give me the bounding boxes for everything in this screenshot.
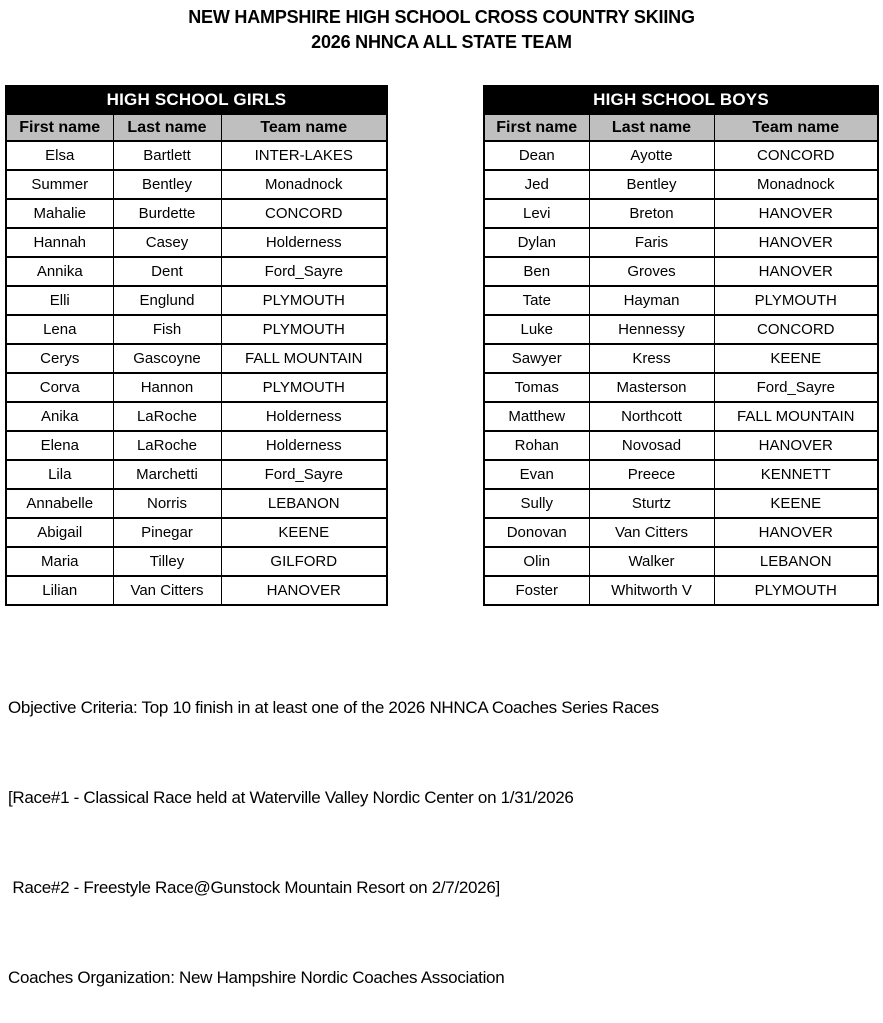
footer-line-objective-criteria: Objective Criteria: Top 10 finish in at least one of the 2026 NHNCA Coaches Series Races: [8, 698, 659, 717]
table-cell: Abigail: [6, 518, 113, 547]
table-row: [6, 286, 387, 315]
table-cell: Holderness: [221, 402, 387, 431]
boys-banner-row: [484, 86, 878, 114]
table-cell: Levi: [484, 199, 589, 228]
table-cell: Rohan: [484, 431, 589, 460]
table-cell: Lilian: [6, 576, 113, 605]
table-row: [484, 228, 878, 257]
table-cell: Masterson: [589, 373, 714, 402]
table-row: [484, 286, 878, 315]
girls-header-row: [6, 114, 387, 141]
table-cell: FALL MOUNTAIN: [221, 344, 387, 373]
table-cell: INTER-LAKES: [221, 141, 387, 170]
table-cell: Cerys: [6, 344, 113, 373]
table-cell: Ben: [484, 257, 589, 286]
table-cell: HANOVER: [714, 257, 878, 286]
table-cell: Walker: [589, 547, 714, 576]
table-cell: Whitworth V: [589, 576, 714, 605]
boys-roster-table: [483, 85, 879, 606]
table-cell: Ford_Sayre: [221, 257, 387, 286]
table-cell: Marchetti: [113, 460, 221, 489]
table-cell: Corva: [6, 373, 113, 402]
table-row: [484, 518, 878, 547]
table-cell: Northcott: [589, 402, 714, 431]
table-cell: KEENE: [714, 489, 878, 518]
table-cell: CONCORD: [221, 199, 387, 228]
table-cell: FALL MOUNTAIN: [714, 402, 878, 431]
table-cell: Hannah: [6, 228, 113, 257]
table-cell: Englund: [113, 286, 221, 315]
boys-col-header-team-name: Team name: [714, 114, 878, 141]
page-title: [0, 5, 883, 55]
girls-roster-table: [5, 85, 388, 606]
table-cell: Jed: [484, 170, 589, 199]
table-row: [6, 257, 387, 286]
table-cell: Elsa: [6, 141, 113, 170]
table-cell: Tomas: [484, 373, 589, 402]
table-cell: Novosad: [589, 431, 714, 460]
table-cell: Kress: [589, 344, 714, 373]
girls-banner-row: [6, 86, 387, 114]
table-cell: Groves: [589, 257, 714, 286]
table-cell: KEENE: [714, 344, 878, 373]
table-row: [484, 373, 878, 402]
table-cell: Casey: [113, 228, 221, 257]
table-cell: HANOVER: [221, 576, 387, 605]
table-cell: Sully: [484, 489, 589, 518]
table-cell: HANOVER: [714, 431, 878, 460]
table-cell: LaRoche: [113, 431, 221, 460]
table-cell: Annabelle: [6, 489, 113, 518]
table-cell: HANOVER: [714, 199, 878, 228]
table-row: [6, 170, 387, 199]
table-cell: LEBANON: [714, 547, 878, 576]
table-cell: Pinegar: [113, 518, 221, 547]
table-cell: LEBANON: [221, 489, 387, 518]
footer-line-coaches-organization: Coaches Organization: New Hampshire Nordic Coaches Association: [8, 968, 505, 987]
table-cell: PLYMOUTH: [714, 286, 878, 315]
table-cell: Fish: [113, 315, 221, 344]
girls-table-banner: HIGH SCHOOL GIRLS: [6, 86, 387, 114]
table-cell: PLYMOUTH: [221, 315, 387, 344]
table-cell: Olin: [484, 547, 589, 576]
table-cell: Norris: [113, 489, 221, 518]
footer-notes: [8, 633, 659, 1023]
table-cell: Bentley: [589, 170, 714, 199]
table-cell: CONCORD: [714, 315, 878, 344]
table-cell: Hennessy: [589, 315, 714, 344]
table-cell: Preece: [589, 460, 714, 489]
table-cell: Matthew: [484, 402, 589, 431]
table-cell: Bentley: [113, 170, 221, 199]
table-cell: Ford_Sayre: [714, 373, 878, 402]
table-cell: Bartlett: [113, 141, 221, 170]
table-cell: Tilley: [113, 547, 221, 576]
table-row: [484, 576, 878, 605]
girls-col-header-last-name: Last name: [113, 114, 221, 141]
table-cell: PLYMOUTH: [714, 576, 878, 605]
table-row: [484, 402, 878, 431]
table-row: [484, 257, 878, 286]
table-cell: Van Citters: [113, 576, 221, 605]
table-cell: HANOVER: [714, 228, 878, 257]
table-cell: Annika: [6, 257, 113, 286]
table-cell: Maria: [6, 547, 113, 576]
table-cell: Gascoyne: [113, 344, 221, 373]
table-cell: Sturtz: [589, 489, 714, 518]
table-cell: KEENE: [221, 518, 387, 547]
girls-table-body: [6, 141, 387, 605]
table-row: [6, 547, 387, 576]
table-row: [6, 315, 387, 344]
table-row: [484, 199, 878, 228]
table-row: [6, 344, 387, 373]
table-cell: PLYMOUTH: [221, 373, 387, 402]
table-cell: Summer: [6, 170, 113, 199]
table-row: [6, 199, 387, 228]
table-cell: PLYMOUTH: [221, 286, 387, 315]
table-cell: HANOVER: [714, 518, 878, 547]
table-cell: Donovan: [484, 518, 589, 547]
table-row: [6, 402, 387, 431]
table-cell: Ford_Sayre: [221, 460, 387, 489]
table-cell: Mahalie: [6, 199, 113, 228]
girls-col-header-team-name: Team name: [221, 114, 387, 141]
title-line-1: NEW HAMPSHIRE HIGH SCHOOL CROSS COUNTRY SKIING: [188, 7, 695, 27]
table-cell: Monadnock: [714, 170, 878, 199]
table-cell: Lena: [6, 315, 113, 344]
boys-table-body: [484, 141, 878, 605]
table-row: [6, 431, 387, 460]
footer-line-race1: [Race#1 - Classical Race held at Waterville Valley Nordic Center on 1/31/2026: [8, 788, 574, 807]
title-line-2: 2026 NHNCA ALL STATE TEAM: [311, 32, 572, 52]
table-row: [484, 489, 878, 518]
table-cell: Hannon: [113, 373, 221, 402]
table-row: [6, 141, 387, 170]
table-cell: GILFORD: [221, 547, 387, 576]
table-row: [484, 460, 878, 489]
table-cell: Faris: [589, 228, 714, 257]
table-cell: Sawyer: [484, 344, 589, 373]
table-row: [6, 489, 387, 518]
table-cell: Evan: [484, 460, 589, 489]
table-cell: Monadnock: [221, 170, 387, 199]
table-row: [6, 518, 387, 547]
table-row: [6, 576, 387, 605]
girls-col-header-first-name: First name: [6, 114, 113, 141]
table-cell: Anika: [6, 402, 113, 431]
table-row: [6, 228, 387, 257]
table-row: [484, 141, 878, 170]
table-cell: Breton: [589, 199, 714, 228]
table-row: [484, 344, 878, 373]
table-cell: Elena: [6, 431, 113, 460]
table-row: [484, 547, 878, 576]
table-cell: LaRoche: [113, 402, 221, 431]
table-cell: Burdette: [113, 199, 221, 228]
table-cell: Ayotte: [589, 141, 714, 170]
table-cell: Dylan: [484, 228, 589, 257]
table-row: [6, 373, 387, 402]
footer-line-race2: Race#2 - Freestyle Race@Gunstock Mountain Resort on 2/7/2026]: [8, 878, 500, 897]
table-row: [6, 460, 387, 489]
boys-table-banner: HIGH SCHOOL BOYS: [484, 86, 878, 114]
table-cell: Van Citters: [589, 518, 714, 547]
table-cell: Dean: [484, 141, 589, 170]
table-cell: Elli: [6, 286, 113, 315]
table-cell: Luke: [484, 315, 589, 344]
table-cell: CONCORD: [714, 141, 878, 170]
table-cell: Lila: [6, 460, 113, 489]
boys-col-header-first-name: First name: [484, 114, 589, 141]
table-cell: Holderness: [221, 431, 387, 460]
table-cell: Dent: [113, 257, 221, 286]
table-cell: Holderness: [221, 228, 387, 257]
table-cell: Tate: [484, 286, 589, 315]
table-row: [484, 170, 878, 199]
table-row: [484, 431, 878, 460]
table-row: [484, 315, 878, 344]
boys-header-row: [484, 114, 878, 141]
table-cell: KENNETT: [714, 460, 878, 489]
table-cell: Foster: [484, 576, 589, 605]
boys-col-header-last-name: Last name: [589, 114, 714, 141]
table-cell: Hayman: [589, 286, 714, 315]
